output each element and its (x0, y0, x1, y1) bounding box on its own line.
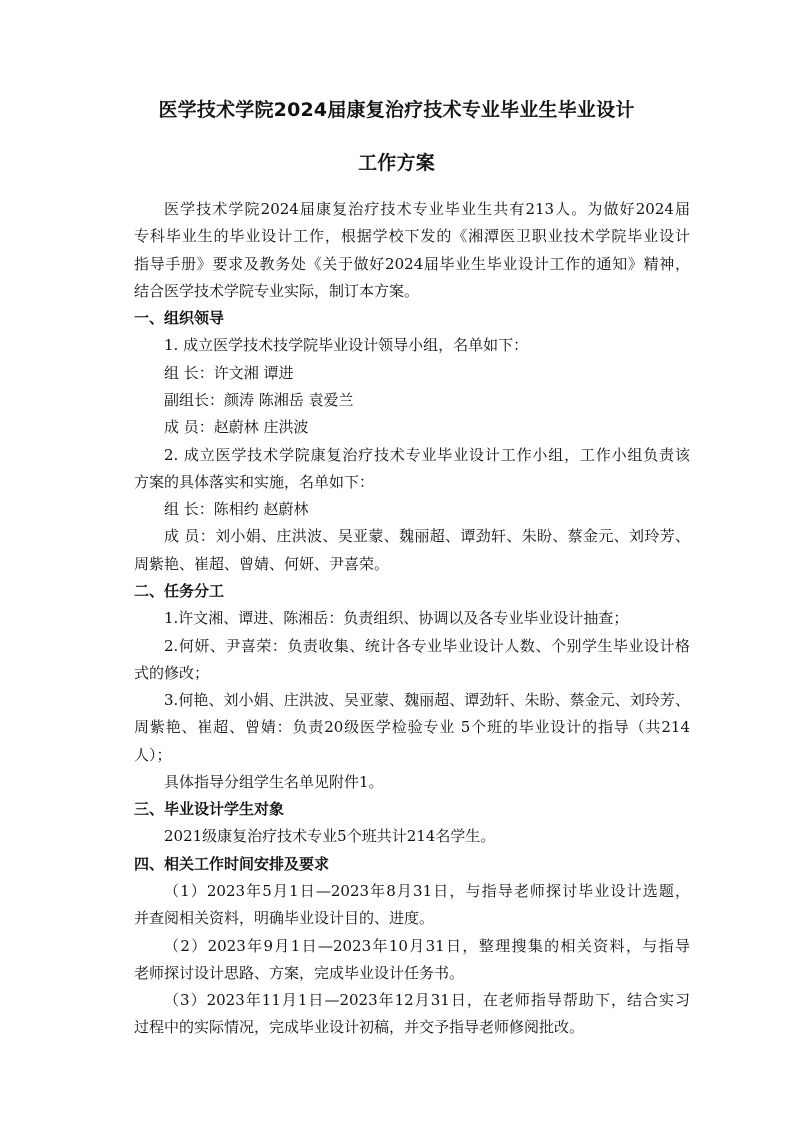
section-line: 2.何妍、尹喜荣：负责收集、统计各专业毕业设计人数、个别学生毕业设计格 (164, 637, 690, 655)
section-heading: 三、毕业设计学生对象 (134, 800, 285, 818)
document-title-line2: 工作方案 (358, 152, 435, 174)
intro-line: 指导手册》要求及教务处《关于做好2024届毕业生毕业设计工作的通知》精神， (134, 255, 690, 273)
section-line: 1. 成立医学技术技学院毕业设计领导小组，名单如下： (164, 336, 529, 354)
section-line: 周紫艳、崔超、曾婧：负责20级医学检验专业 5个班的毕业设计的指导（共214 (134, 718, 690, 736)
section-line: 成 员：刘小娟、庄洪波、吴亚蒙、魏丽超、谭劲轩、朱盼、蔡金元、刘玲芳、 (164, 527, 690, 545)
section-line: （3）2023年11月1日—2023年12月31日，在老师指导帮助下，结合实习 (164, 991, 690, 1009)
section-line: （1）2023年5月1日—2023年8月31日，与指导老师探讨毕业设计选题， (164, 882, 690, 900)
section-line: 式的修改； (134, 664, 210, 682)
section-line: 老师探讨设计思路、方案，完成毕业设计任务书。 (134, 964, 465, 982)
intro-line: 医学技术学院2024届康复治疗技术专业毕业生共有213人。为做好2024届 (164, 200, 690, 218)
section-line: 2. 成立医学技术学院康复治疗技术专业毕业设计工作小组，工作小组负责该 (164, 446, 690, 464)
section-line: 并查阅相关资料，明确毕业设计目的、进度。 (134, 909, 435, 927)
intro-line: 结合医学技术学院专业实际，制订本方案。 (134, 282, 420, 300)
section-heading: 四、相关工作时间安排及要求 (134, 855, 330, 873)
section-line: 2021级康复治疗技术专业5个班共计214名学生。 (164, 827, 496, 845)
intro-line: 专科毕业生的毕业设计工作，根据学校下发的《湘潭医卫职业技术学院毕业设计 (134, 227, 690, 245)
section-line: 组 长：陈相约 赵蔚林 (164, 500, 309, 518)
section-line: 方案的具体落实和实施，名单如下： (134, 473, 375, 491)
section-line: 副组长：颜涛 陈湘岳 袁爱兰 (164, 391, 354, 409)
section-line: 具体指导分组学生名单见附件1。 (164, 773, 384, 791)
section-line: 组 长：许文湘 谭进 (164, 364, 294, 382)
document-title: 医学技术学院2024届康复治疗技术专业毕业生毕业设计 (158, 99, 635, 121)
section-line: 过程中的实际情况，完成毕业设计初稿，并交予指导老师修阅批改。 (134, 1018, 585, 1036)
section-line: 成 员：赵蔚林 庄洪波 (164, 418, 309, 436)
section-line: （2）2023年9月1日—2023年10月31日，整理搜集的相关资料，与指导 (164, 937, 690, 955)
section-heading: 二、任务分工 (134, 582, 225, 600)
section-line: 1.许文湘、谭进、陈湘岳：负责组织、协调以及各专业毕业设计抽查； (164, 609, 629, 627)
section-line: 3.何艳、刘小娟、庄洪波、吴亚蒙、魏丽超、谭劲轩、朱盼、蔡金元、刘玲芳、 (164, 691, 690, 709)
section-line: 人）； (134, 746, 172, 764)
section-line: 周紫艳、崔超、曾婧、何妍、尹喜荣。 (134, 555, 390, 573)
section-heading: 一、组织领导 (134, 309, 225, 327)
